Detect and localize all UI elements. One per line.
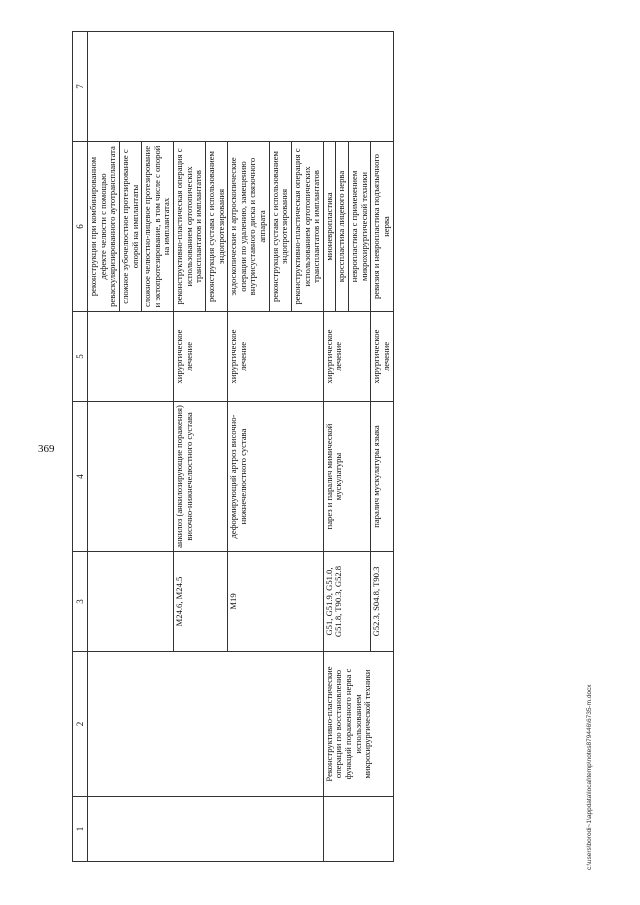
footer-file-path: c:\users\borodi~1\appdata\local\temp\notes879446\6735-m.docx (586, 684, 593, 870)
table-cell: деформирующий артроз височно-нижнечелюстного сустава (228, 402, 324, 552)
table-cell: хирургическое лечение (228, 312, 324, 402)
header-cell: 1 (73, 797, 88, 862)
table-cell: реконструкция сустава с использованием эндопротезирования (205, 142, 227, 312)
table-cell: эндоскопические и артроскопические операции по удалению, замещению внутрисуставного диска и связочного аппарата (228, 142, 270, 312)
header-cell: 4 (73, 402, 88, 552)
table-cell: ревизия и невропластика подъязычного нерва (371, 142, 393, 312)
header-row (73, 32, 88, 862)
table-cell: M19 (228, 552, 324, 652)
table-cell: мионевропластика (323, 142, 336, 312)
table-cell (88, 797, 324, 862)
header-cell: 2 (73, 652, 88, 797)
table-cell: M24.6, M24.5 (174, 552, 228, 652)
table-cell (88, 312, 174, 402)
table-cell: кросспластика лицевого нерва (336, 142, 349, 312)
table-cell: G51, G51.9, G51.0, G51.8, T90.3, G52.8 (323, 552, 371, 652)
header-cell: 3 (73, 552, 88, 652)
table-cell: хирургическое лечение (174, 312, 228, 402)
table-cell: парез и паралич мимической мускулатуры (323, 402, 371, 552)
table-cell (88, 552, 174, 652)
rotated-table-container (72, 32, 637, 862)
table-cell: сложное зубочелюстное протезирование с опорой на имплантаты (119, 142, 141, 312)
table-cell: G52.3, S04.8, T90.3 (371, 552, 393, 652)
table-cell: реконструкция сустава с использованием эндопротезирования (269, 142, 291, 312)
table-cell: Реконструктивно-пластические операции по восстановлению функций пораженного нерва с использованием микрохирургической техники (323, 652, 393, 797)
table-cell: сложное челюстно-лицевое протезирование и эктопротезирование, в том числе с опорой на имплантатах (142, 142, 174, 312)
table-cell (323, 797, 393, 862)
table-cell: реконструктивно-пластическая операция с использованием ортотопических трансплантатов и имплантатов (291, 142, 323, 312)
page-number: 369 (38, 443, 55, 455)
table-cell: анкилоз (анкилозирующие поражения) височно-нижнечелюстного сустава (174, 402, 228, 552)
table-row (88, 32, 120, 862)
table-cell: хирургическое лечение (371, 312, 393, 402)
table-cell (88, 402, 174, 552)
header-cell: 7 (73, 32, 88, 142)
table-cell: невропластика с применением микрохирургической техники (349, 142, 371, 312)
table-row (323, 32, 336, 862)
table-cell: паралич мускулатуры языка (371, 402, 393, 552)
table-cell: хирургическое лечение (323, 312, 371, 402)
table-cell (88, 32, 394, 142)
table-cell (88, 652, 324, 797)
table-cell: реконструктивно-пластическая операция с использованием ортотопических трансплантатов и имплантатов (174, 142, 206, 312)
header-cell: 5 (73, 312, 88, 402)
header-cell: 6 (73, 142, 88, 312)
procedures-table (72, 31, 394, 862)
table-cell: реконструкции при комбинированном дефекте челюсти с помощью реваскуляризированного аутотрансплантата (88, 142, 120, 312)
